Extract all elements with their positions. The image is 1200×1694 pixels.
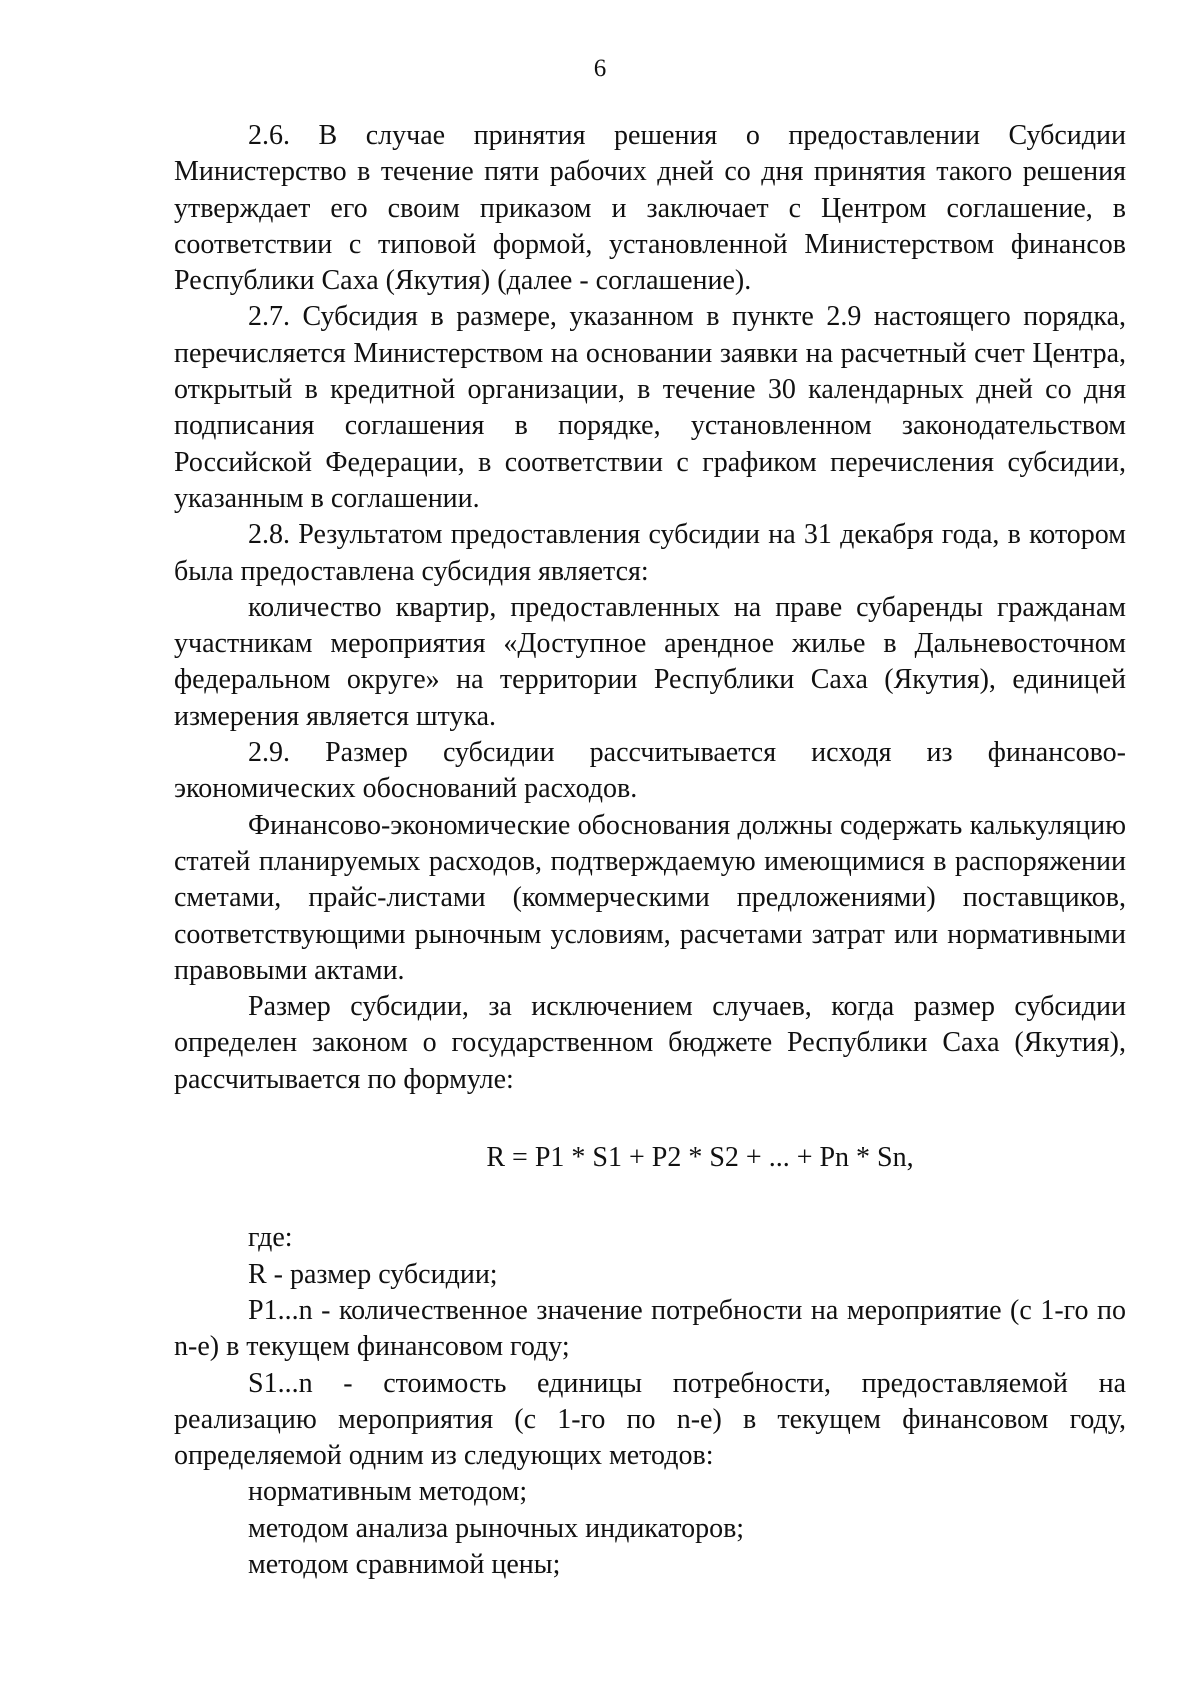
paragraph-2-6: 2.6. В случае принятия решения о предоставлении Субсидии Министерство в течение пяти рабочих дней со дня принятия такого решения утверждает его своим приказом и заключает с Центром соглашение, в соответствии с типовой формой, установленной Министерством финансов Республики Саха (Якутия) (далее - соглашение). (174, 120, 1126, 297)
definition-p: P1...n - количественное значение потребности на мероприятие (с 1-го по n-е) в текущем финансовом году; (174, 1294, 1126, 1363)
definition-s: S1...n - стоимость единицы потребности, предоставляемой на реализацию мероприятия (с 1-го по n-е) в текущем финансовом году, определяемой одним из следующих методов: (174, 1367, 1126, 1472)
formula: R = P1 * S1 + P2 * S2 + ... + Pn * Sn, (486, 1142, 914, 1174)
method-normative: нормативным методом; (248, 1476, 528, 1508)
paragraph-2-8: 2.8. Результатом предоставления субсидии на 31 декабря года, в котором была предоставлена субсидия является: (174, 519, 1126, 587)
paragraph-2-7: 2.7. Субсидия в размере, указанном в пункте 2.9 настоящего порядка, перечисляется Министерством на основании заявки на расчетный счет Центра, открытый в кредитной организации, в течение 30 календарных дней со дня подписания соглашения в порядке, установленном законодательством Российской Федерации, в соответствии с графиком перечисления субсидии, указанным в соглашении. (174, 301, 1126, 514)
method-comparable-price: методом сравнимой цены; (248, 1548, 561, 1580)
page-number: 6 (593, 55, 607, 82)
paragraph-result-description: количество квартир, предоставленных на праве субаренды гражданам участникам мероприятия «Доступное арендное жилье в Дальневосточном федеральном округе» на территории Республики Саха (Якутия), единицей измерения является штука. (174, 591, 1126, 732)
document-body (174, 118, 1126, 1583)
method-market-indicators: методом анализа рыночных индикаторов; (248, 1512, 745, 1544)
definition-r: R - размер субсидии; (248, 1258, 498, 1290)
definition-where: где: (248, 1222, 293, 1254)
paragraph-formula-intro: Размер субсидии, за исключением случаев, когда размер субсидии определен законом о государственном бюджете Республики Саха (Якутия), рассчитывается по формуле: (174, 991, 1126, 1095)
paragraph-justification: Финансово-экономические обоснования должны содержать калькуляцию статей планируемых расходов, подтверждаемую имеющимися в распоряжении сметами, прайс-листами (коммерческими предложениями) поставщиков, соответствующими рыночным условиям, расчетами затрат или нормативными правовыми актами. (174, 809, 1126, 986)
paragraph-2-9: 2.9. Размер субсидии рассчитывается исходя из финансово-экономических обоснований расходов. (174, 737, 1126, 805)
